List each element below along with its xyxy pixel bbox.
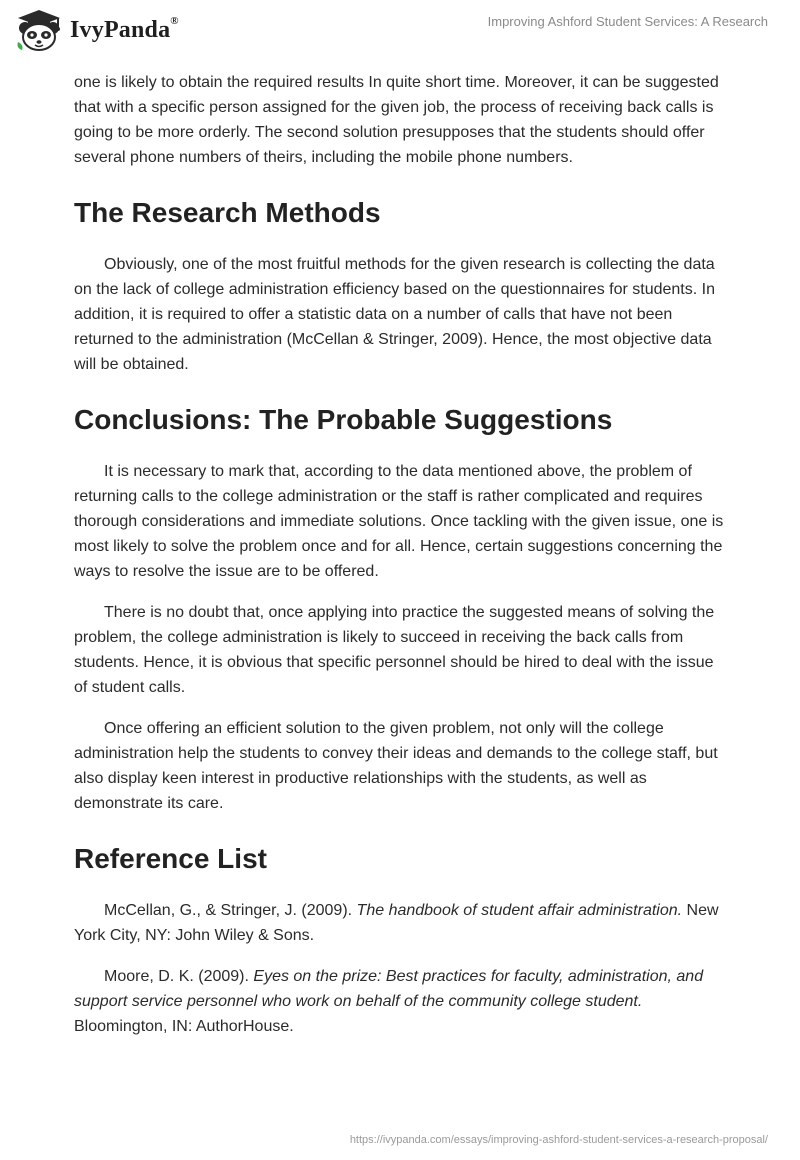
brand-name: IvyPanda® bbox=[70, 14, 179, 43]
reference-item bbox=[74, 898, 724, 948]
heading-conclusions: Conclusions: The Probable Suggestions bbox=[74, 404, 613, 435]
intro-paragraph: one is likely to obtain the required results In quite short time. Moreover, it can be suggested that with a specific person assigned for the given job, the process of receiving back calls is going to be more orderly. The second solution presupposes that the students should offer several phone numbers of theirs, including the mobile phone numbers. bbox=[74, 74, 719, 166]
conclusions-paragraph-3: Once offering an efficient solution to the given problem, not only will the college administration help the students to convey their ideas and demands to the college staff, but also display keen interest in productive relationships with the students, as well as demonstrate its care. bbox=[74, 720, 718, 812]
heading-research-methods: The Research Methods bbox=[74, 197, 381, 228]
brand-logo[interactable] bbox=[14, 8, 179, 52]
reference-publisher: Bloomington, IN: AuthorHouse. bbox=[74, 1018, 294, 1035]
conclusions-paragraph-2: There is no doubt that, once applying into practice the suggested means of solving the problem, the college administration is likely to succeed in receiving the back calls from students. Hence, it is obvious that specific personnel should be hired to deal with the issue of student calls. bbox=[74, 604, 715, 696]
source-url-link[interactable]: https://ivypanda.com/essays/improving-ashford-student-services-a-research-proposal/ bbox=[349, 1134, 768, 1146]
reference-publisher: New York City, NY: John Wiley & Sons. bbox=[74, 902, 719, 944]
reference-item bbox=[74, 964, 724, 1039]
panda-logo-icon bbox=[14, 8, 64, 52]
essay-content bbox=[74, 70, 724, 1055]
document-title: Improving Ashford Student Services: A Research bbox=[487, 14, 768, 29]
reference-title: Eyes on the prize: Best practices for faculty, administration, and support service personnel who work on behalf of the community college student. bbox=[74, 968, 704, 1010]
conclusions-paragraph-1: It is necessary to mark that, according to the data mentioned above, the problem of returning calls to the college administration or the staff is rather complicated and requires thorough considerations and immediate solutions. Once tackling with the given issue, one is most likely to solve the problem once and for all. Hence, certain suggestions concerning the ways to resolve the issue are to be offered. bbox=[74, 463, 724, 580]
heading-reference-list: Reference List bbox=[74, 843, 267, 874]
methods-paragraph: Obviously, one of the most fruitful methods for the given research is collecting the data on the lack of college administration efficiency based on the questionnaires for students. In addition, it is required to offer a statistic data on a number of calls that have not been returned to the administration (McCellan & Stringer, 2009). Hence, the most objective data will be obtained. bbox=[74, 256, 715, 373]
page-header bbox=[0, 0, 800, 60]
reference-authors: McCellan, G., & Stringer, J. (2009). bbox=[104, 902, 357, 919]
reference-title: The handbook of student affair administration. bbox=[356, 902, 683, 919]
reference-authors: Moore, D. K. (2009). bbox=[104, 968, 254, 985]
